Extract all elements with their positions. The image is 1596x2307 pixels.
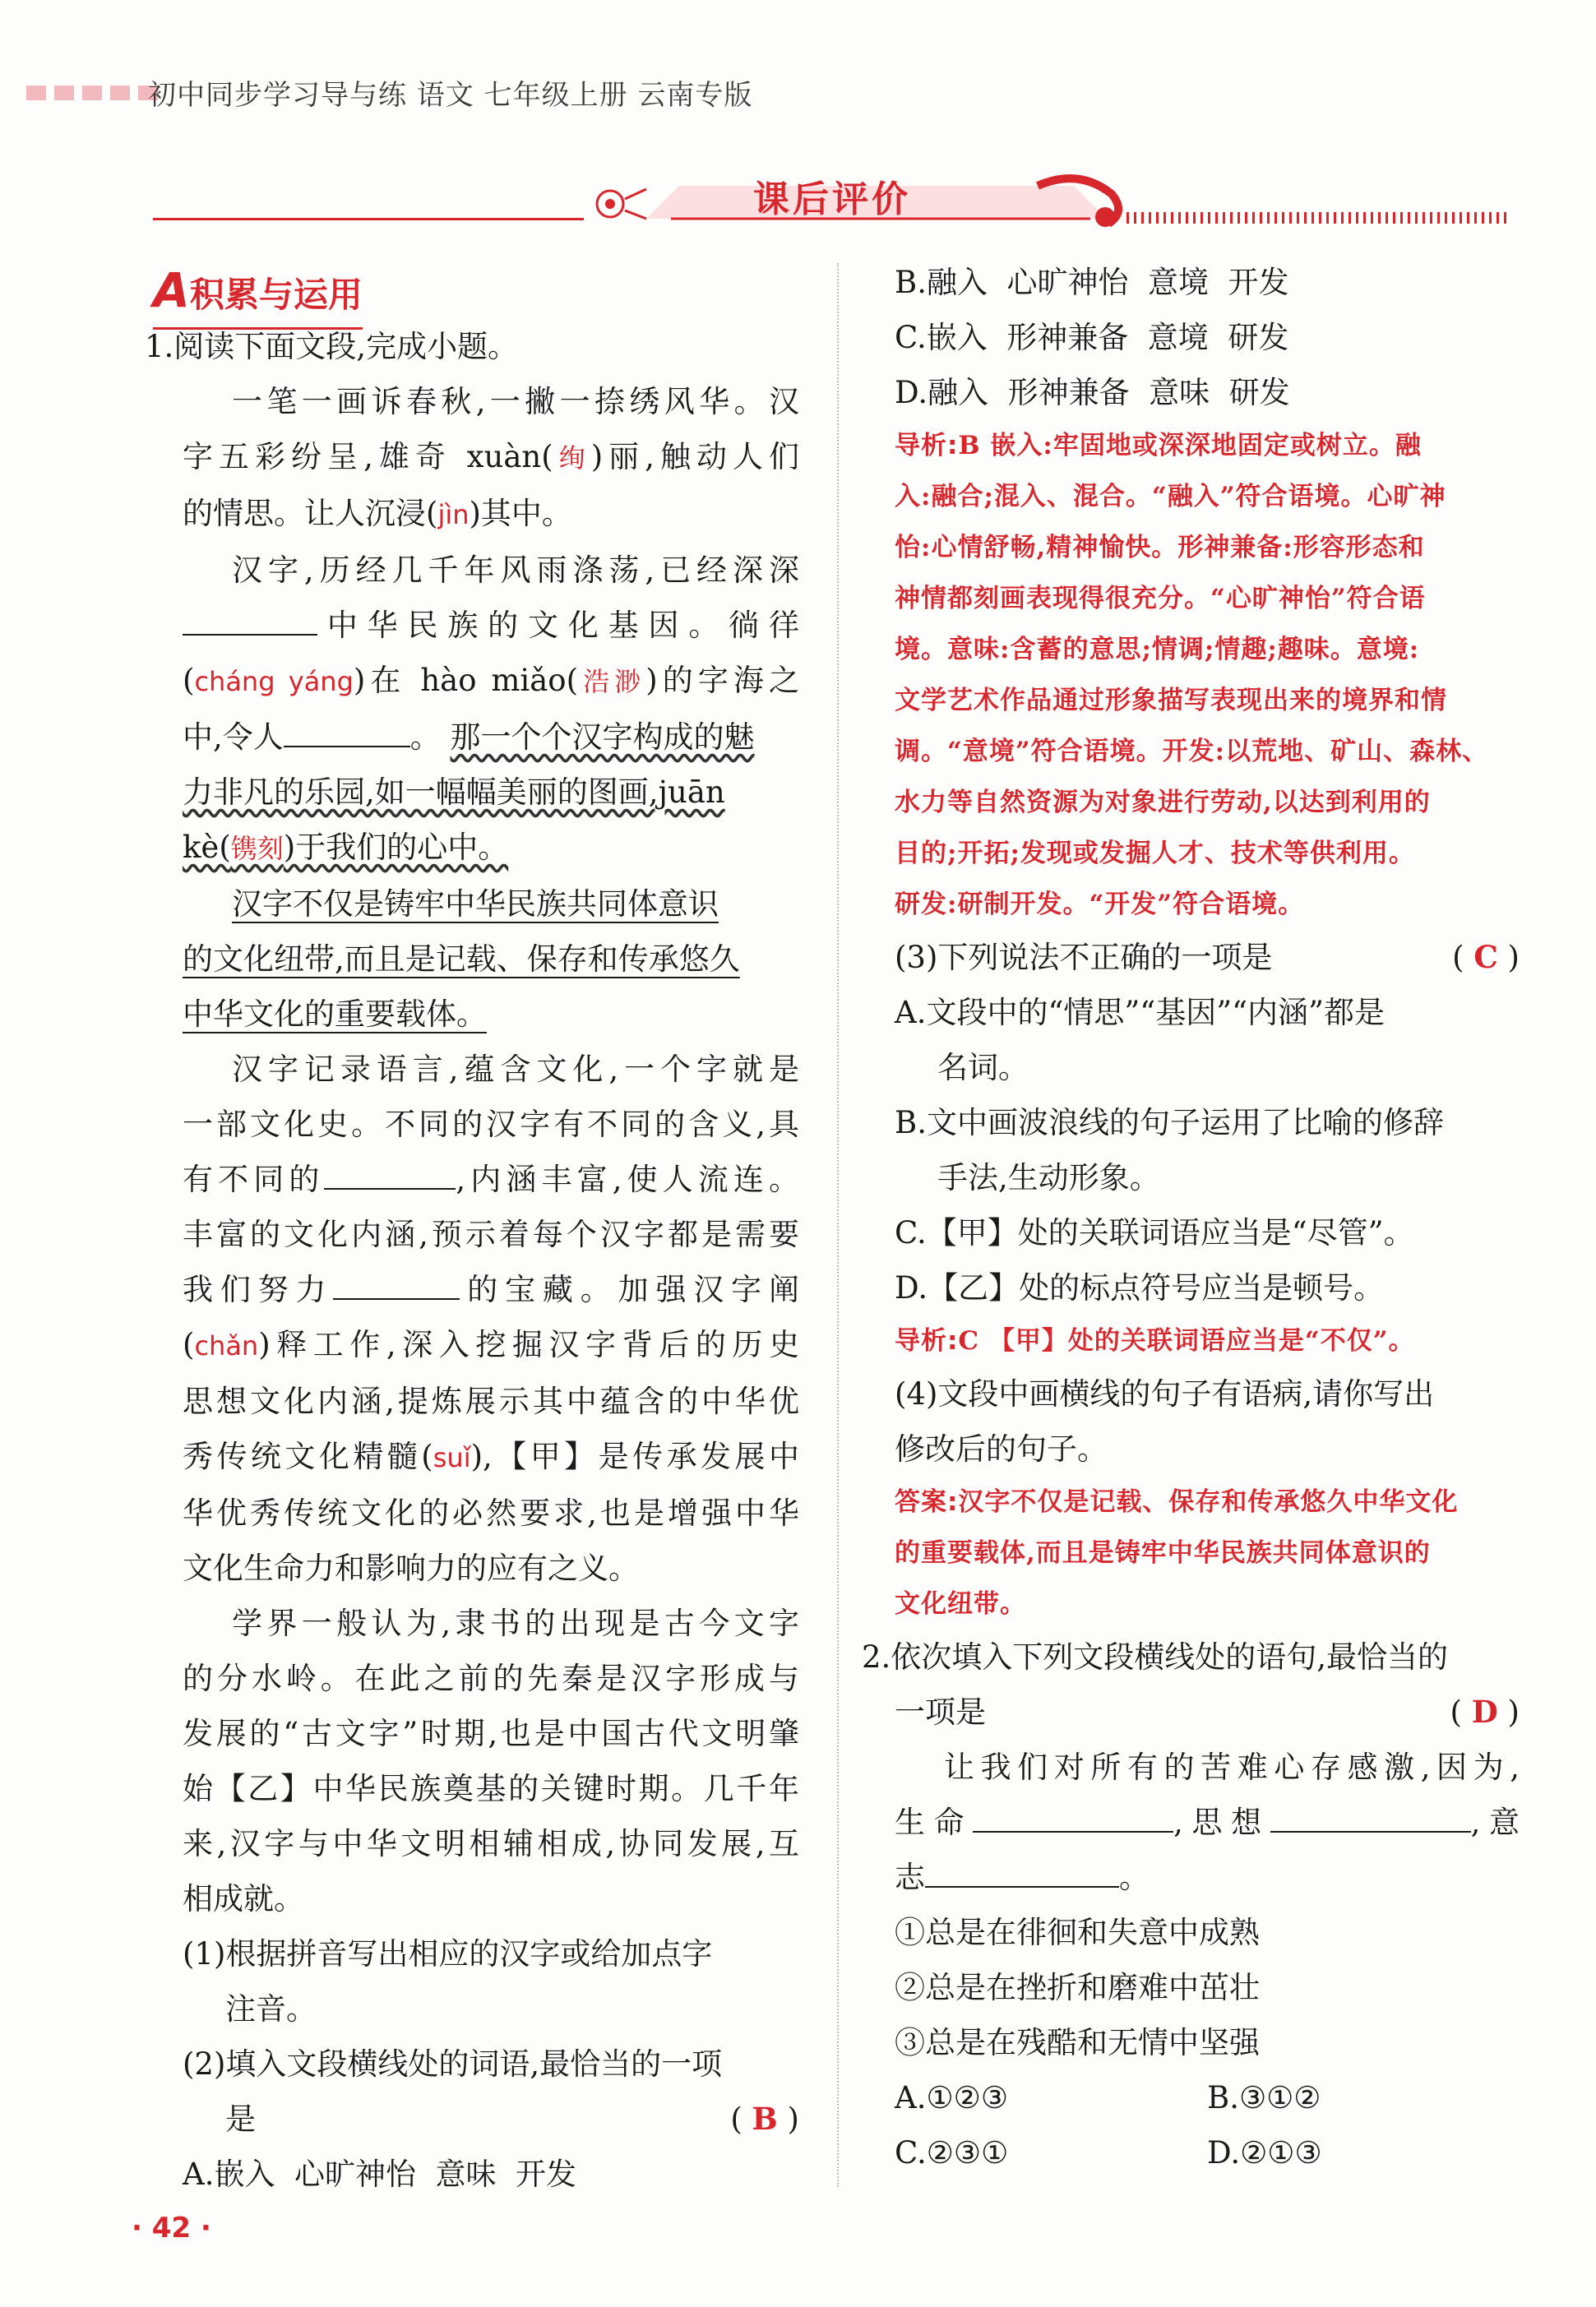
guide-line: 水力等自然资源为对象进行劳动,以达到利用的 [895,788,1431,817]
question-1-stem: 1.阅读下面文段,完成小题。 [145,329,519,364]
passage-line: 学界一般认为,隶书的出现是古今文字 [232,1606,799,1641]
sq3-option-b: B.文中画波浪线的句子运用了比喻的修辞 [895,1105,1444,1140]
passage-line: 一笔一画诉春秋,一撇一捺绣风华。汉 [232,384,799,419]
q2-item-3: ③总是在残酷和无情中坚强 [895,2025,1260,2060]
passage-line: 字五彩纷呈,雄奇 xuàn(绚)丽,触动人们 [183,439,799,474]
passage-line: 中华文化的重要载体。 [183,996,487,1032]
section-title: 课后评价 [753,178,911,220]
passage-line: 中华民族的文化基因。徜徉 [183,598,799,653]
q2-options-row [895,2070,1520,2125]
q2-passage-line: 志 。 [895,1860,1150,1895]
passage-line: 始【乙】中华民族奠基的关键时期。几千年 [183,1771,799,1806]
passage-line: (chǎn)释工作,深入挖掘汉字背后的历史 [183,1327,799,1362]
book-title: 初中同步学习导与练 语文 七年级上册 云南专版 [148,79,753,112]
answer-choice: C [1473,939,1498,975]
passage-line: 思想文化内涵,提炼展示其中蕴含的中华优 [183,1384,799,1419]
guide-line: 境。意味:含蓄的意思;情调;情趣;趣味。意境: [895,635,1420,664]
passage-line: 相成就。 [183,1881,304,1916]
section-a-heading: A积累与运用 [153,263,363,330]
guide-line: 导析:B 嵌入:牢固地或深深地固定或树立。融 [895,431,1422,460]
passage-line: (cháng yáng)在 hào miǎo(浩渺)的字海之 [183,663,800,698]
answer-choice: D [1471,1694,1498,1730]
q2-option-c: C.②③① [895,2135,1009,2171]
passage-line: 我们努力 的宝藏。加强汉字阐 [183,1272,800,1307]
sq3-option-c: C.【甲】处的关联词语应当是“尽管”。 [895,1215,1414,1251]
guide-line: 调。“意境”符合语境。开发:以荒地、矿山、森林、 [895,737,1489,766]
passage-line: 有不同的 ,内涵丰富,使人流连。 [183,1162,799,1197]
q2-options-row [895,2125,1520,2180]
passage-line: 文化生命力和影响力的应有之义。 [183,1551,639,1586]
passage-line: 汉字不仅是铸牢中华民族共同体意识 [232,886,719,922]
question-2-stem-cont: 一项是 ( D ) [895,1694,1520,1730]
passage-line: 华优秀传统文化的必然要求,也是增强中华 [183,1496,799,1531]
question-2-stem: 2.依次填入下列文段横线处的语句,最恰当的 [862,1639,1449,1675]
subquestion-4-cont: 修改后的句子。 [895,1431,1108,1467]
guide-line: 导析:C 【甲】处的关联词语应当是“不仅”。 [895,1326,1415,1356]
passage-line: 中,令人 。 那一个个汉字构成的魅 [183,719,755,755]
q2-option-b: B.③①② [1207,2080,1321,2115]
guide-line: 怡:心情舒畅,精神愉快。形神兼备:形容形态和 [895,533,1425,562]
guide-line: 文学艺术作品通过形象描写表现出来的境界和情 [895,686,1447,715]
banner-ticks [1126,212,1511,224]
passage-line: 的情思。让人沉浸(jìn)其中。 [183,496,572,531]
left-column [145,262,800,2202]
passage-line: 来,汉字与中华文明相辅相成,协同发展,互 [183,1826,799,1861]
sq3-option-a: A.文段中的“情思”“基因”“内涵”都是 [895,995,1385,1030]
guide-line: 目的;开拓;发现或发掘人才、技术等供利用。 [895,839,1415,868]
passage-line: 秀传统文化精髓(suǐ),【甲】是传承发展中 [183,1439,800,1474]
passage-line: 的文化纽带,而且是记载、保存和传承悠久 [183,941,740,977]
q2-passage-line: 让我们对所有的苦难心存感激,因为, [944,1750,1520,1785]
passage-line: 汉字记录语言,蕴含文化,一个字就是 [232,1052,799,1087]
subquestion-1: (1)根据拼音写出相应的汉字或给加点字 [183,1936,713,1972]
answer-line: 的重要载体,而且是铸牢中华民族共同体意识的 [895,1538,1431,1568]
swirl-icon [581,183,650,232]
page-number: · 42 · [132,2212,211,2245]
q2-item-2: ②总是在挫折和磨难中茁壮 [895,1970,1260,2005]
option-b: B.融入 心旷神怡 意境 开发 [895,265,1289,300]
option-c: C.嵌入 形神兼备 意境 研发 [895,320,1289,355]
answer-line: 文化纽带。 [895,1589,1026,1619]
passage-line: 的分水岭。在此之前的先秦是汉字形成与 [183,1661,799,1696]
passage-line: 汉字,历经几千年风雨涤荡,已经深深 [232,552,799,588]
q2-option-d: D.②①③ [1207,2135,1322,2171]
banner-rule-left [153,218,584,220]
guide-line: 入:融合;混入、混合。“融入”符合语境。心旷神 [895,482,1446,511]
subquestion-2-cont: 是 ( B ) [225,2101,799,2137]
passage-line: 力非凡的乐园,如一幅幅美丽的图画,juān [183,774,725,810]
q2-passage-line: 生命 ,思想 ,意 [895,1805,1520,1840]
guide-line: 研发:研制开发。“开发”符合语境。 [895,890,1305,919]
q2-option-a: A.①②③ [895,2080,1008,2115]
subquestion-4: (4)文段中画横线的句子有语病,请你写出 [895,1376,1435,1412]
subquestion-3: (3)下列说法不正确的一项是 ( C ) [895,939,1520,975]
passage-line: 发展的“古文字”时期,也是中国古代文明肇 [183,1716,799,1751]
header-decoration [26,86,158,100]
column-divider [837,263,839,2187]
passage-line: 一部文化史。不同的汉字有不同的含义,具 [183,1107,799,1142]
option-d: D.融入 形神兼备 意味 研发 [895,375,1290,410]
option-a: A.嵌入 心旷神怡 意味 开发 [183,2157,577,2192]
passage-line: kè(镌刻)于我们的心中。 [183,830,509,865]
q2-item-1: ①总是在徘徊和失意中成熟 [895,1915,1260,1950]
sq3-option-b-cont: 手法,生动形象。 [937,1160,1160,1195]
guide-line: 神情都刻画表现得很充分。“心旷神怡”符合语 [895,584,1426,613]
right-column [862,255,1520,2180]
passage-line: 丰富的文化内涵,预示着每个汉字都是需要 [183,1217,799,1252]
subquestion-2: (2)填入文段横线处的词语,最恰当的一项 [183,2046,723,2082]
answer-choice: B [752,2101,778,2137]
sq3-option-d: D.【乙】处的标点符号应当是顿号。 [895,1270,1385,1306]
answer-line: 答案:汉字不仅是记载、保存和传承悠久中华文化 [895,1487,1459,1517]
subquestion-1-cont: 注音。 [225,1991,317,2027]
swirl-decoration-icon [1029,169,1128,230]
sq3-option-a-cont: 名词。 [937,1050,1029,1085]
